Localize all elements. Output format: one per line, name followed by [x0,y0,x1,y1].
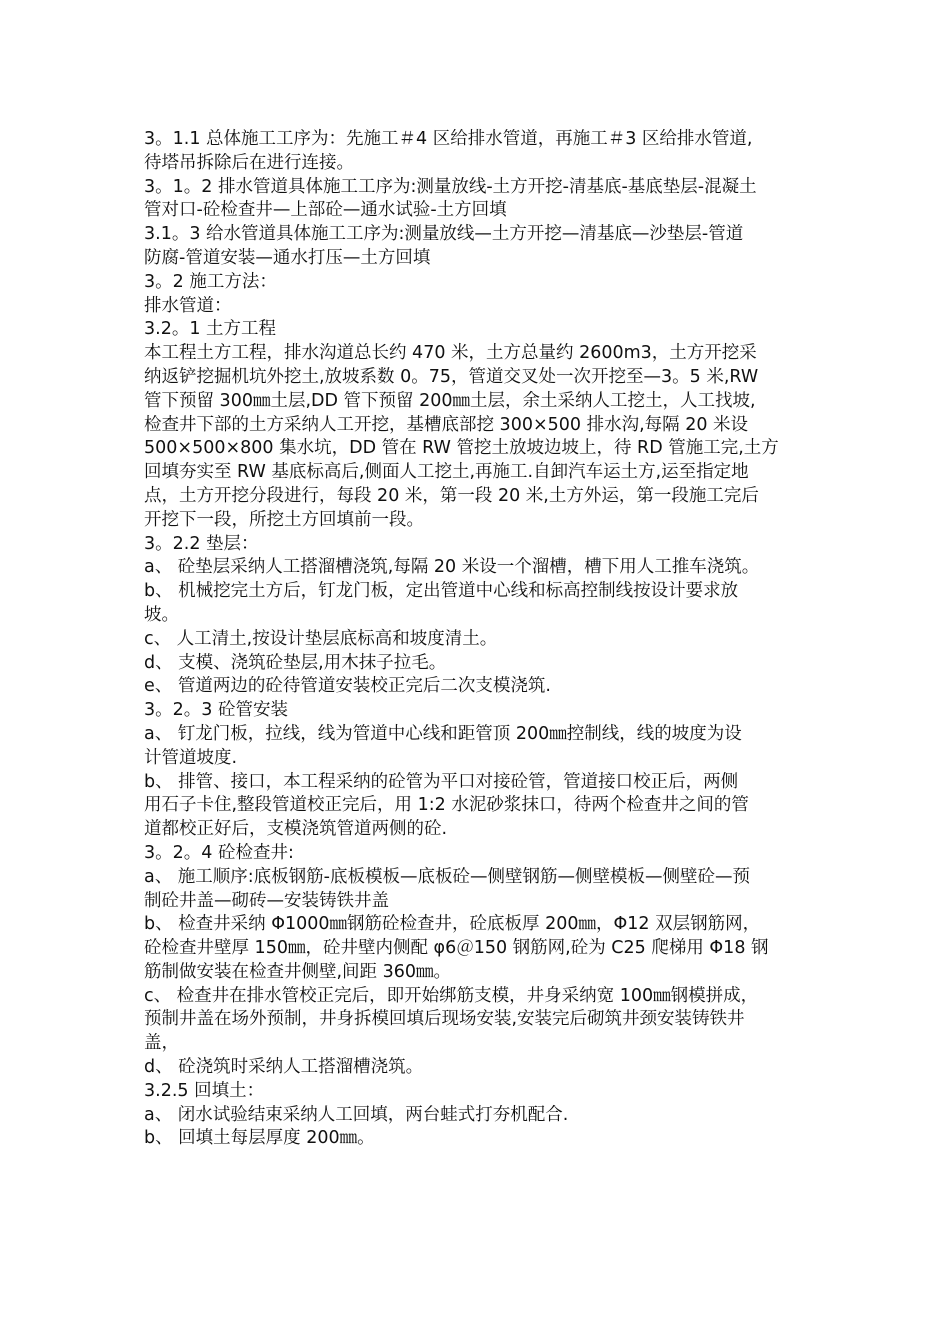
list-item: d、 砼浇筑时采纳人工搭溜槽浇筑。 [144,1057,424,1078]
text-line: 制砼井盖—砌砖—安装铸铁井盖 [144,890,389,911]
text-line: 管下预留 300㎜土层,DD 管下预留 200㎜土层，余土采纳人工挖土，人工找坡, [144,390,756,411]
section-heading: 3.2.5 回填土： [144,1080,265,1101]
text-line: 点，土方开挖分段进行，每段 20 米，第一段 20 米,土方外运，第一段施工完后 [144,485,759,506]
list-item: c、 人工清土,按设计垫层底标高和坡度清土。 [144,628,498,649]
list-item: a、 闭水试验结束采纳人工回填，两台蛙式打夯机配合. [144,1104,569,1125]
text-line: 计管道坡度. [144,747,238,768]
text-line: 开挖下一段，所挖土方回填前一段。 [144,509,424,530]
text-line: 检查井下部的土方采纳人工开挖，基槽底部挖 300×500 排水沟,每隔 20 米设 [144,414,749,435]
list-item: b、 机械挖完土方后，钉龙门板，定出管道中心线和标高控制线按设计要求放 [144,581,739,602]
section-heading: 3.2。1 土方工程 [144,319,277,340]
section-heading: 3。2。4 砼检查井: [144,842,294,863]
list-item: d、 支模、浇筑砼垫层,用木抹子拉毛。 [144,652,447,673]
text-line: 3。1。2 排水管道具体施工工序为:测量放线-土方开挖-清基底-基底垫层-混凝土 [144,176,757,197]
text-line: 排水管道： [144,295,232,316]
text-line: 道都校正好后，支模浇筑管道两侧的砼. [144,819,448,840]
text-line: 500×500×800 集水坑，DD 管在 RW 管挖土放坡边坡上，待 RD 管施工完,土方 [144,438,779,459]
list-item: a、 砼垫层采纳人工搭溜槽浇筑,每隔 20 米设一个溜槽，槽下用人工推车浇筑。 [144,557,760,578]
text-line: 3.1。3 给水管道具体施工工序为:测量放线—土方开挖—清基底—沙垫层-管道 [144,224,744,245]
text-line: 砼检查井壁厚 150㎜，砼井壁内侧配 φ6＠150 钢筋网,砼为 C25 爬梯用 Φ18 钢 [144,938,769,959]
section-heading: 3。2.2 垫层： [144,533,259,554]
section-heading: 3。2 施工方法： [144,271,277,292]
list-item: b、 回填土每层厚度 200㎜。 [144,1128,375,1149]
text-line: 回填夯实至 RW 基底标高后,侧面人工挖土,再施工.自卸汽车运土方,运至指定地 [144,462,749,483]
text-line: 预制井盖在场外预制，井身拆模回填后现场安装,安装完后砌筑井颈安装铸铁井 [144,1009,745,1030]
list-item: e、 管道两边的砼待管道安装校正完后二次支模浇筑. [144,676,551,697]
text-line: 本工程土方工程，排水沟道总长约 470 米，土方总量约 2600m3，土方开挖采 [144,343,757,364]
text-line: 盖， [144,1033,179,1054]
text-line: 防腐-管道安装—通水打压—土方回填 [144,247,431,268]
text-line: 管对口-砼检查井—上部砼—通水试验-土方回填 [144,200,507,221]
document-page [144,128,804,1151]
text-line: 待塔吊拆除后在进行连接。 [144,152,354,173]
text-line: 筋制做安装在检查井侧壁,间距 360㎜。 [144,961,452,982]
list-item: b、 检查井采纳 Φ1000㎜钢筋砼检查井，砼底板厚 200㎜，Φ12 双层钢筋网， [144,914,761,935]
text-line: 用石子卡住,整段管道校正完后，用 1:2 水泥砂浆抹口，待两个检查井之间的管 [144,795,749,816]
list-item: b、 排管、接口，本工程采纳的砼管为平口对接砼管，管道接口校正后，两侧 [144,771,739,792]
text-line: 坡。 [144,604,179,625]
list-item: a、 施工顺序:底板钢筋-底板模板—底板砼—侧壁钢筋—侧壁模板—侧壁砼—预 [144,866,750,887]
list-item: c、 检查井在排水管校正完后，即开始绑筋支模，井身采纳宽 100㎜钢模拼成， [144,985,759,1006]
text-line: 3。1.1 总体施工工序为：先施工＃4 区给排水管道，再施工＃3 区给排水管道, [144,129,753,149]
section-heading: 3。2。3 砼管安装 [144,700,288,721]
text-line: 纳返铲挖掘机坑外挖土,放坡系数 0。75，管道交叉处一次开挖至—3。5 米,RW [144,366,759,387]
list-item: a、 钉龙门板，拉线，线为管道中心线和距管顶 200㎜控制线，线的坡度为设 [144,723,742,744]
